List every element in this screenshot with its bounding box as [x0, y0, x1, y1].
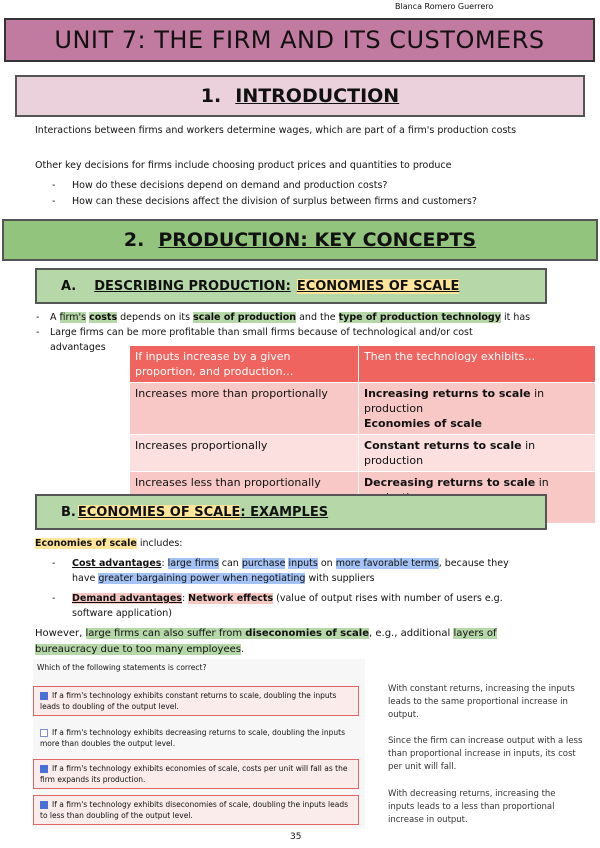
text-run: and the — [296, 312, 339, 323]
text-run: : — [181, 593, 189, 604]
text-run: Increasing returns to scale — [364, 387, 531, 400]
text-run: in production — [364, 439, 536, 467]
text-run: depends on its — [117, 312, 194, 323]
text-run: (value of output rises with number of users e.g. — [273, 593, 503, 604]
intro-paragraph-2: Other key decisions for firms include choosing product prices and quantities to produce — [35, 160, 452, 171]
table-header-cell: If inputs increase by a given proportion, and production… — [130, 346, 359, 383]
text-run: diseconomies of scale — [245, 628, 370, 639]
text-run: , e.g., additional — [369, 628, 454, 639]
section-1-number: 1. — [200, 85, 222, 107]
section-a-bullet-1 — [50, 310, 595, 325]
quiz-option-text: If a firm's technology exhibits constant returns to scale, doubling the inputs leads to doubling of the output level. — [40, 691, 337, 711]
section-a-bullet-dash: - — [36, 312, 40, 323]
table-cell: Increases proportionally — [130, 435, 359, 472]
intro-paragraph-1: Interactions between firms and workers determine wages, which are part of a firm's production costs — [35, 125, 517, 136]
however-line2 — [35, 642, 244, 658]
text-run: in — [538, 476, 549, 489]
text-run: : — [161, 558, 168, 569]
table-header-cell: Then the technology exhibits… — [359, 346, 596, 383]
text-run: large firms can also suffer from — [85, 628, 246, 639]
text-run: includes: — [136, 538, 183, 549]
intro-bullet-dash: - — [52, 196, 56, 207]
quiz-option-2[interactable] — [33, 723, 359, 753]
section-b-intro — [35, 536, 182, 551]
explanation-1: With constant returns, increasing the inputs leads to the same proportional increase in output. — [388, 684, 575, 720]
section-b-title-part1: ECONOMIES OF SCALE — [77, 504, 241, 520]
section-b-heading — [35, 494, 547, 530]
text-run: scale of production — [193, 312, 297, 323]
quiz-option-text: If a firm's technology exhibits economies of scale, costs per unit will fall as the firm expands its production. — [40, 764, 348, 784]
section-b-bullet-dash: - — [52, 593, 56, 604]
section-a-bullet-2-cont: advantages — [50, 342, 106, 353]
text-run: it has — [500, 312, 531, 323]
text-run: on — [317, 558, 336, 569]
table-header-row — [130, 346, 595, 383]
section-1-title: INTRODUCTION — [235, 85, 400, 107]
explanation-2: Since the firm can increase output with a less than proportional increase in inputs, its cost per unit will fall. — [388, 736, 583, 772]
section-2-number: 2. — [123, 229, 145, 251]
checkbox-unchecked-icon[interactable] — [40, 729, 48, 737]
table-cell — [359, 383, 596, 435]
quiz-option-1[interactable] — [33, 686, 359, 716]
section-2-heading — [2, 219, 598, 261]
section-a-title-part2: ECONOMIES OF SCALE — [296, 278, 460, 294]
table-row — [130, 383, 595, 435]
text-run: large firms — [167, 558, 219, 569]
author-name: Blanca Romero Guerrero — [395, 2, 494, 11]
explanation-3: With decreasing returns, increasing the inputs leads to a less than proportional increase in output. — [388, 789, 556, 825]
text-run: inputs — [288, 558, 318, 569]
section-b-letter: B. — [61, 504, 76, 520]
text-run: Economies of scale — [364, 417, 482, 430]
quiz-option-text: If a firm's technology exhibits diseconomies of scale, doubling the inputs leads to less than doubling of the output level. — [40, 800, 349, 820]
quiz-option-3[interactable] — [33, 759, 359, 789]
cost-advantages-line1 — [72, 556, 509, 571]
section-b-bullet-dash: - — [52, 558, 56, 569]
text-run: in production — [364, 387, 545, 415]
intro-bullet-1: How do these decisions depend on demand and production costs? — [72, 180, 388, 191]
checkbox-checked-icon[interactable] — [40, 801, 48, 809]
section-2-title: PRODUCTION: KEY CONCEPTS — [158, 229, 477, 251]
text-run: A — [50, 312, 60, 323]
text-run: layers of — [453, 628, 497, 639]
intro-bullet-dash: - — [52, 180, 56, 191]
text-run: Economies of scale — [35, 538, 137, 549]
text-run: However, — [35, 628, 86, 639]
table-row — [130, 435, 595, 472]
text-run: costs — [89, 312, 118, 323]
quiz-question: Which of the following statements is correct? — [37, 663, 207, 672]
however-line1 — [35, 626, 497, 642]
text-run: . — [240, 644, 245, 655]
section-a-bullet-dash: - — [36, 327, 40, 338]
demand-advantages-line2: software application) — [72, 608, 172, 619]
unit-title: UNIT 7: THE FIRM AND ITS CUSTOMERS — [54, 26, 545, 54]
section-b-title-part2: : EXAMPLES — [240, 504, 329, 520]
section-a-title-part1: DESCRIBING PRODUCTION: — [94, 278, 291, 294]
quiz-option-text: If a firm's technology exhibits decreasing returns to scale, doubling the inputs more than doubles the output level. — [40, 728, 345, 748]
section-a-letter: A. — [61, 278, 77, 294]
table-cell: Increases less than proportionally — [130, 472, 359, 524]
text-run: with suppliers — [305, 573, 375, 584]
quiz-option-4[interactable] — [33, 795, 359, 825]
text-run: Cost advantages — [72, 558, 162, 569]
table-cell — [359, 435, 596, 472]
section-a-heading — [35, 268, 547, 304]
table-cell: Increases more than proportionally — [130, 383, 359, 435]
text-run: purchase — [241, 558, 286, 569]
text-run: have — [72, 573, 99, 584]
text-run: Demand advantages — [72, 593, 182, 604]
text-run: bureaucracy due to too many employees — [35, 644, 241, 655]
text-run: firm's — [59, 312, 87, 323]
section-a-bullet-2: Large firms can be more profitable than small firms because of technological and/or cost — [50, 327, 473, 338]
unit-title-banner — [4, 18, 595, 62]
cost-advantages-line2 — [72, 571, 375, 586]
text-run: can — [218, 558, 242, 569]
section-1-heading — [15, 75, 585, 117]
text-run: more favorable terms — [335, 558, 439, 569]
text-run: Decreasing returns to scale — [364, 476, 536, 489]
text-run: greater bargaining power when negotiating — [98, 573, 306, 584]
quiz-panel — [33, 659, 365, 829]
text-run: Network effects — [188, 593, 274, 604]
checkbox-checked-icon[interactable] — [40, 765, 48, 773]
page-number: 35 — [290, 832, 302, 842]
text-run: type of production technology — [338, 312, 501, 323]
text-run: Constant returns to scale — [364, 439, 522, 452]
checkbox-checked-icon[interactable] — [40, 692, 48, 700]
demand-advantages-line1 — [72, 591, 503, 606]
text-run: , because they — [438, 558, 509, 569]
intro-bullet-2: How can these decisions affect the division of surplus between firms and customers? — [72, 196, 477, 207]
